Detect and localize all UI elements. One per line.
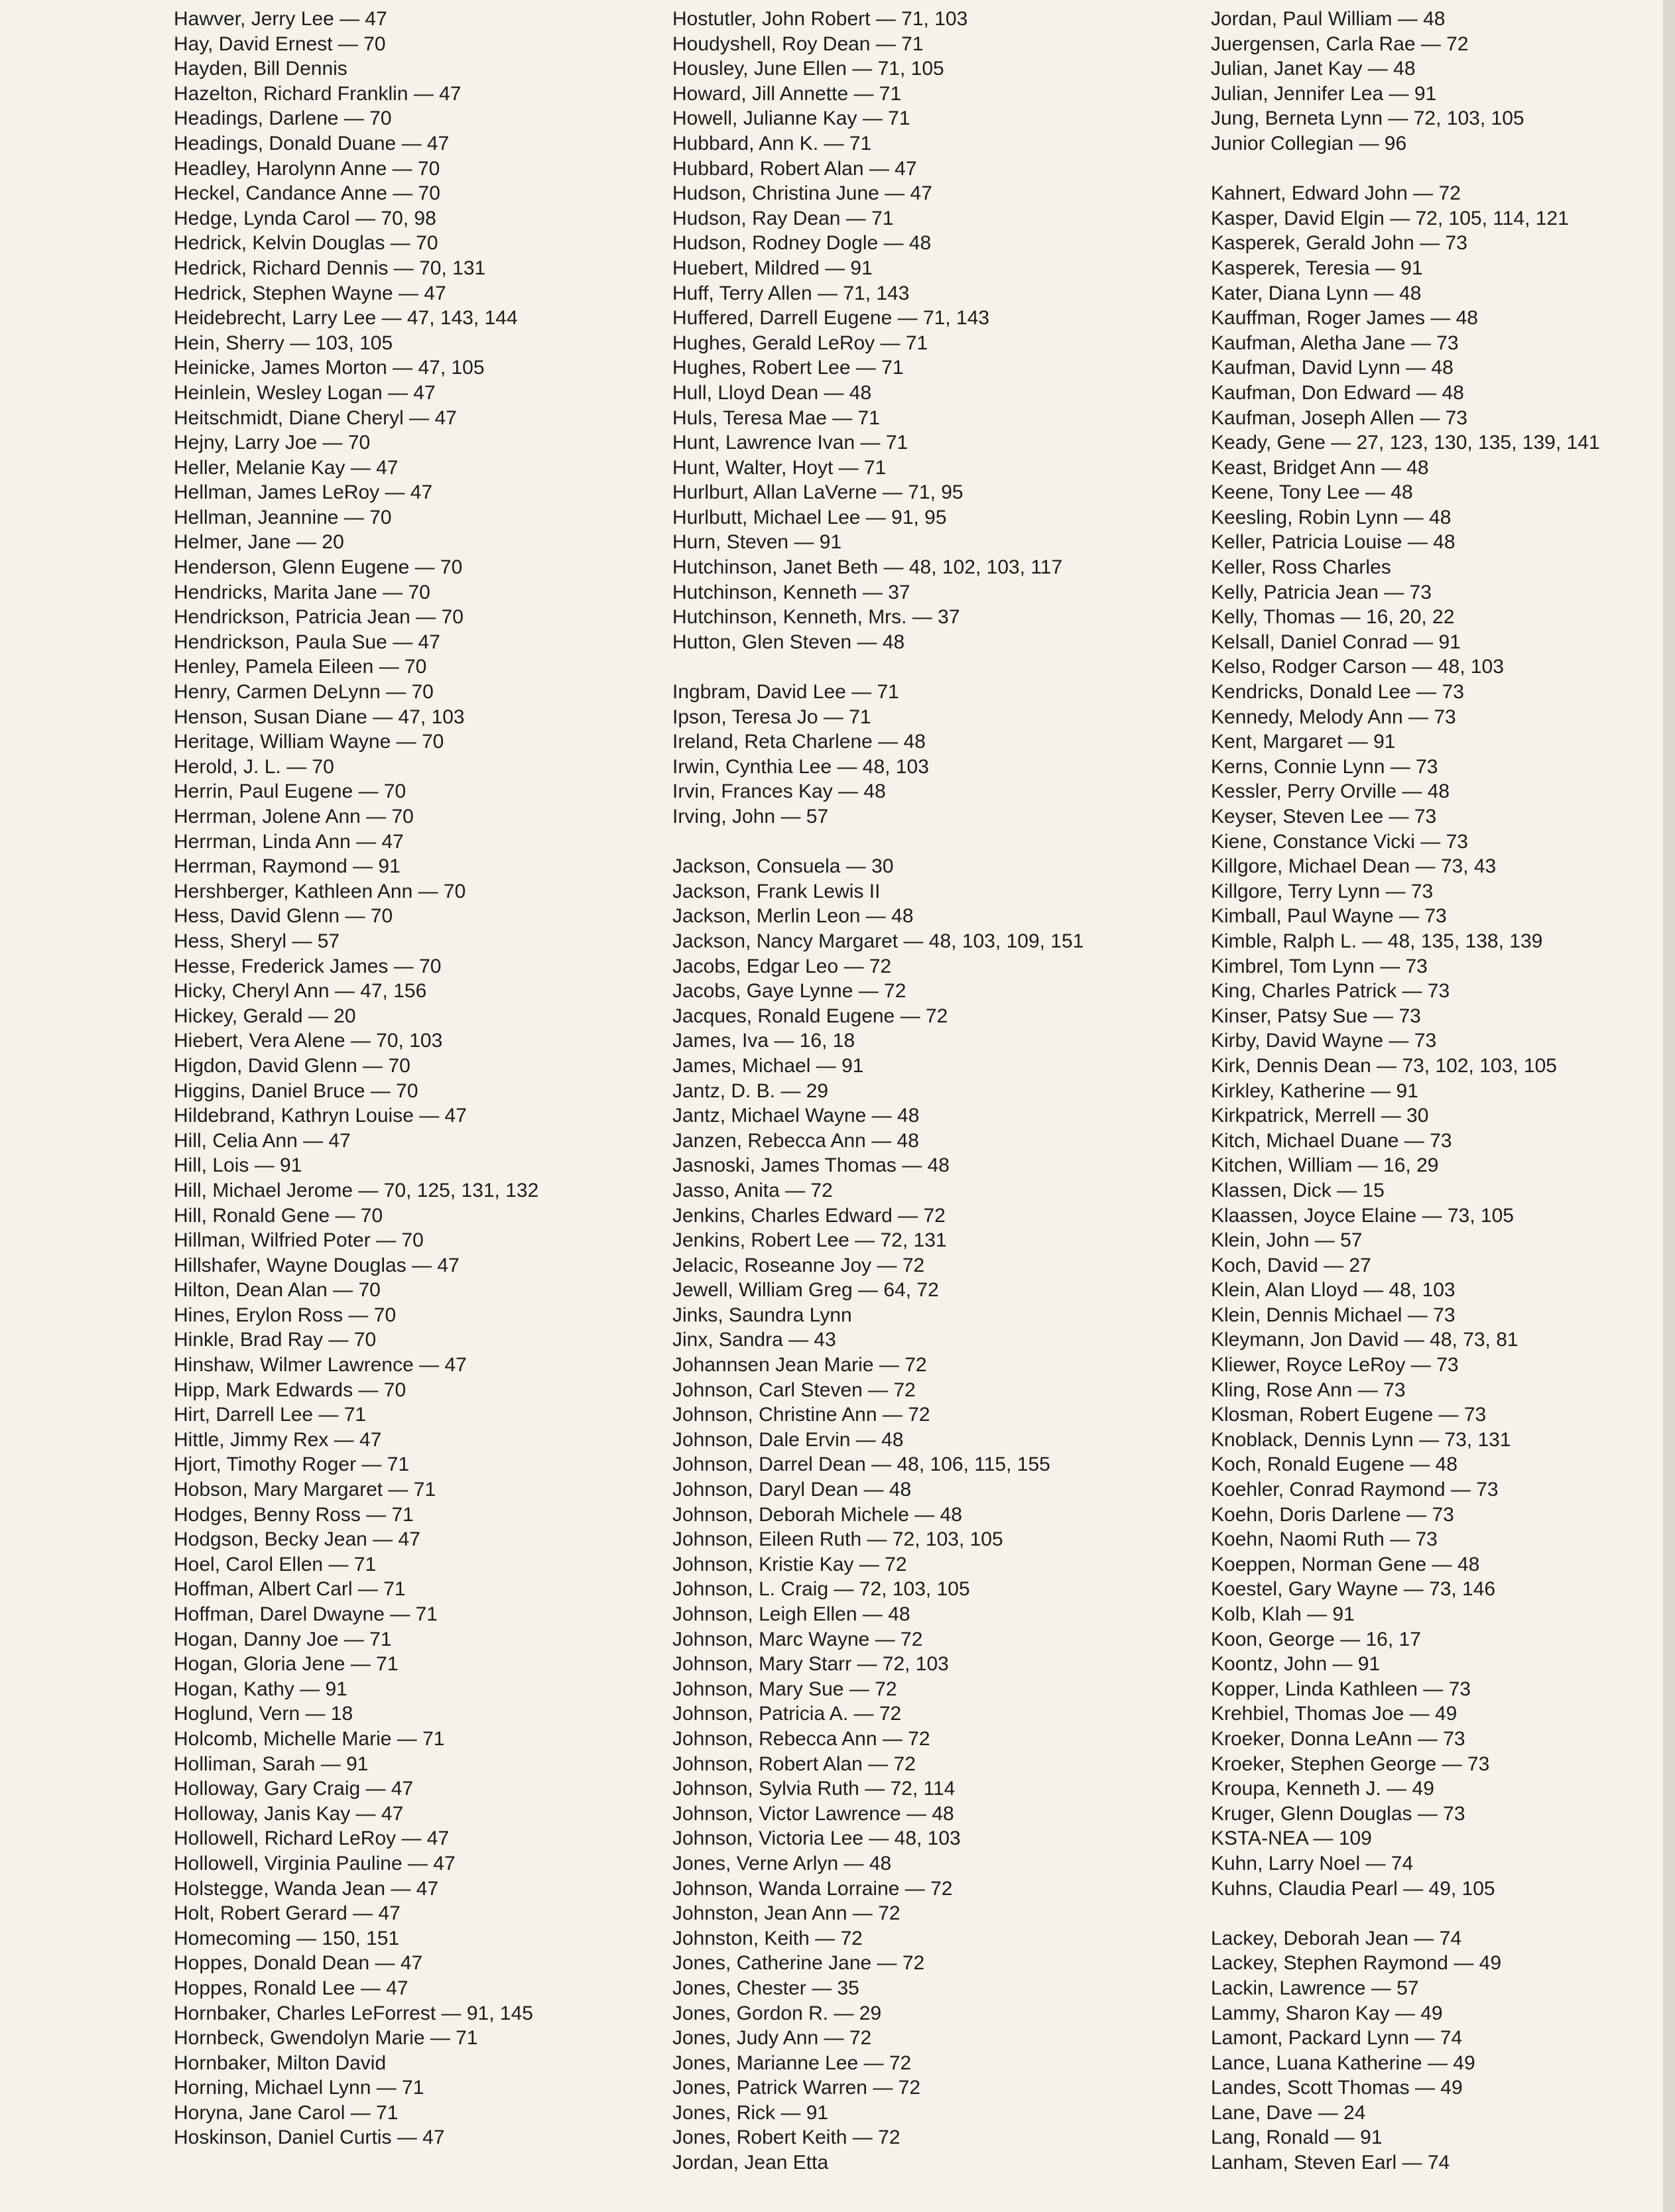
index-entry: Johnson, Robert Alan — 72 <box>672 1752 916 1775</box>
index-entry: Jordan, Paul William — 48 <box>1211 8 1446 30</box>
index-entry: Heitschmidt, Diane Cheryl — 47 <box>174 406 457 429</box>
index-entry: Hornbaker, Milton David <box>174 2052 387 2074</box>
index-entry: Jackson, Consuela — 30 <box>672 855 894 878</box>
index-entry: Jantz, Michael Wayne — 48 <box>672 1105 920 1127</box>
index-entry: Kroeker, Stephen George — 73 <box>1211 1752 1490 1775</box>
index-entry: Jinx, Sandra — 43 <box>672 1329 836 1351</box>
index-entry: James, Michael — 91 <box>672 1054 864 1077</box>
index-entry: Johnston, Keith — 72 <box>672 1927 863 1949</box>
index-entry: Hogan, Gloria Jene — 71 <box>174 1653 399 1676</box>
index-entry: Kater, Diana Lynn — 48 <box>1211 282 1422 304</box>
index-entry: Johnson, Patricia A. — 72 <box>672 1703 902 1725</box>
index-entry: Hogan, Kathy — 91 <box>174 1678 347 1700</box>
index-entry: Housley, June Ellen — 71, 105 <box>672 58 944 80</box>
index-entry: Kahnert, Edward John — 72 <box>1211 182 1461 205</box>
index-entry: Holcomb, Michelle Marie — 71 <box>174 1727 445 1750</box>
index-entry: Johnson, Christine Ann — 72 <box>672 1404 930 1426</box>
index-entry: Hildebrand, Kathryn Louise — 47 <box>174 1105 467 1127</box>
index-entry: Kinser, Patsy Sue — 73 <box>1211 1005 1421 1027</box>
index-entry: King, Charles Patrick — 73 <box>1211 980 1450 1003</box>
index-entry: Kliewer, Royce LeRoy — 73 <box>1211 1354 1459 1377</box>
index-entry: Howard, Jill Annette — 71 <box>672 82 902 105</box>
index-entry: Hejny, Larry Joe — 70 <box>174 432 371 454</box>
index-entry: Kauffman, Roger James — 48 <box>1211 307 1478 330</box>
index-spacer <box>1211 1901 1663 1926</box>
index-entry: Ireland, Reta Charlene — 48 <box>672 731 926 753</box>
index-entry: Howell, Julianne Kay — 71 <box>672 107 910 130</box>
index-entry: Lang, Ronald — 91 <box>1211 2126 1383 2149</box>
index-entry: Houdyshell, Roy Dean — 71 <box>672 32 924 55</box>
index-entry: Hughes, Gerald LeRoy — 71 <box>672 332 928 354</box>
index-entry: Kuhn, Larry Noel — 74 <box>1211 1852 1414 1874</box>
index-entry: Hendricks, Marita Jane — 70 <box>174 581 430 603</box>
index-entry: Heinicke, James Morton — 47, 105 <box>174 357 485 379</box>
index-entry: Kroeker, Donna LeAnn — 73 <box>1211 1727 1465 1750</box>
index-entry: Jacobs, Gaye Lynne — 72 <box>672 980 906 1003</box>
index-entry: Koestel, Gary Wayne — 73, 146 <box>1211 1578 1496 1601</box>
index-entry: Lackin, Lawrence — 57 <box>1211 1977 1419 1999</box>
index-entry: Kimball, Paul Wayne — 73 <box>1211 905 1447 928</box>
index-entry: Heller, Melanie Kay — 47 <box>174 456 399 479</box>
index-entry: Johnson, Mary Sue — 72 <box>672 1678 897 1700</box>
index-entry: Hedge, Lynda Carol — 70, 98 <box>174 207 436 229</box>
index-entry: Lackey, Stephen Raymond — 49 <box>1211 1952 1502 1975</box>
index-entry: Jones, Gordon R. — 29 <box>672 2002 882 2024</box>
index-entry: Hostutler, John Robert — 71, 103 <box>672 8 968 30</box>
index-entry: Heckel, Candance Anne — 70 <box>174 182 440 205</box>
index-entry: Jones, Verne Arlyn — 48 <box>672 1852 892 1874</box>
index-entry: Hill, Michael Jerome — 70, 125, 131, 132 <box>174 1179 539 1201</box>
index-entry: Keller, Patricia Louise — 48 <box>1211 531 1456 554</box>
index-entry: Hudson, Christina June — 47 <box>672 182 932 205</box>
index-entry: Hubbard, Robert Alan — 47 <box>672 157 917 180</box>
index-entry: Julian, Janet Kay — 48 <box>1211 58 1416 80</box>
index-entry: Hill, Ronald Gene — 70 <box>174 1204 383 1227</box>
index-entry: Hesse, Frederick James — 70 <box>174 955 442 977</box>
index-entry: Hellman, James LeRoy — 47 <box>174 481 433 504</box>
index-entry: Koch, David — 27 <box>1211 1254 1371 1276</box>
index-entry: Koeppen, Norman Gene — 48 <box>1211 1553 1480 1575</box>
index-entry: Johnson, Leigh Ellen — 48 <box>672 1603 910 1625</box>
index-entry: Kimbrel, Tom Lynn — 73 <box>1211 955 1428 977</box>
index-entry: Hirt, Darrell Lee — 71 <box>174 1404 367 1426</box>
index-entry: Hogan, Danny Joe — 71 <box>174 1628 392 1650</box>
index-entry: Klein, Alan Lloyd — 48, 103 <box>1211 1279 1456 1302</box>
index-entry: Jones, Robert Keith — 72 <box>672 2126 900 2149</box>
index-entry: Irving, John — 57 <box>672 806 829 828</box>
index-entry: Hubbard, Ann K. — 71 <box>672 132 872 154</box>
index-entry: Holloway, Gary Craig — 47 <box>174 1778 414 1800</box>
page-edge-shadow <box>1663 0 1675 2212</box>
index-entry: Hoppes, Ronald Lee — 47 <box>174 1977 408 1999</box>
index-entry: Huls, Teresa Mae — 71 <box>672 406 880 429</box>
index-entry: Hinkle, Brad Ray — 70 <box>174 1329 377 1351</box>
index-entry: Hayden, Bill Dennis <box>174 58 347 80</box>
index-entry: Jewell, William Greg — 64, 72 <box>672 1279 939 1302</box>
index-entry: Hess, David Glenn — 70 <box>174 905 393 928</box>
index-entry: Hedrick, Kelvin Douglas — 70 <box>174 232 438 255</box>
index-entry: Hickey, Gerald — 20 <box>174 1005 356 1027</box>
index-entry: Johnson, Kristie Kay — 72 <box>672 1553 907 1575</box>
index-entry: Kopper, Linda Kathleen — 73 <box>1211 1678 1471 1700</box>
index-entry: Lammy, Sharon Kay — 49 <box>1211 2002 1443 2024</box>
index-entry: Headings, Darlene — 70 <box>174 107 392 130</box>
index-entry: Keast, Bridget Ann — 48 <box>1211 456 1429 479</box>
index-entry: Kitchen, William — 16, 29 <box>1211 1154 1439 1177</box>
index-entry: Ipson, Teresa Jo — 71 <box>672 706 871 728</box>
index-entry: Hughes, Robert Lee — 71 <box>672 357 904 379</box>
index-entry: Jackson, Nancy Margaret — 48, 103, 109, 151 <box>672 930 1084 952</box>
index-entry: Holloway, Janis Kay — 47 <box>174 1802 404 1825</box>
index-entry: Johnson, Daryl Dean — 48 <box>672 1479 912 1501</box>
index-entry: Holstegge, Wanda Jean — 47 <box>174 1877 439 1900</box>
index-entry: Kroupa, Kenneth J. — 49 <box>1211 1778 1434 1800</box>
index-entry: Herrman, Raymond — 91 <box>174 855 401 878</box>
index-entry: Hittle, Jimmy Rex — 47 <box>174 1428 382 1451</box>
index-entry: Hutchinson, Kenneth — 37 <box>672 581 910 603</box>
index-entry: Herrman, Jolene Ann — 70 <box>174 806 414 828</box>
index-entry: Johnson, Carl Steven — 72 <box>672 1379 916 1401</box>
index-entry: Lackey, Deborah Jean — 74 <box>1211 1927 1462 1949</box>
index-entry: Jenkins, Charles Edward — 72 <box>672 1204 946 1227</box>
index-entry: Hobson, Mary Margaret — 71 <box>174 1479 436 1501</box>
index-entry: Landes, Scott Thomas — 49 <box>1211 2077 1463 2099</box>
index-entry: Koon, George — 16, 17 <box>1211 1628 1421 1650</box>
index-entry: Hoffman, Darel Dwayne — 71 <box>174 1603 438 1625</box>
index-entry: Hurn, Steven — 91 <box>672 531 842 554</box>
index-entry: Jacques, Ronald Eugene — 72 <box>672 1005 948 1027</box>
index-entry: Kelly, Thomas — 16, 20, 22 <box>1211 606 1455 629</box>
index-entry: Klassen, Dick — 15 <box>1211 1179 1385 1201</box>
index-entry: Hurlburt, Allan LaVerne — 71, 95 <box>672 481 963 504</box>
index-entry: Hill, Celia Ann — 47 <box>174 1129 351 1152</box>
index-entry: Hinshaw, Wilmer Lawrence — 47 <box>174 1354 467 1377</box>
index-entry: Keesling, Robin Lynn — 48 <box>1211 506 1452 528</box>
index-column-2 <box>672 7 1176 2176</box>
index-entry: Jenkins, Robert Lee — 72, 131 <box>672 1229 947 1252</box>
index-entry: Kling, Rose Ann — 73 <box>1211 1379 1406 1401</box>
index-entry: Johnson, Victoria Lee — 48, 103 <box>672 1827 961 1850</box>
index-entry: Hazelton, Richard Franklin — 47 <box>174 82 462 105</box>
index-entry: Knoblack, Dennis Lynn — 73, 131 <box>1211 1428 1511 1451</box>
index-column-3 <box>1211 7 1663 2176</box>
index-entry: Janzen, Rebecca Ann — 48 <box>672 1129 919 1152</box>
index-spacer <box>1211 156 1663 182</box>
index-entry: Hudson, Rodney Dogle — 48 <box>672 232 932 255</box>
index-entry: Krehbiel, Thomas Joe — 49 <box>1211 1703 1458 1725</box>
index-entry: Henley, Pamela Eileen — 70 <box>174 656 427 678</box>
index-entry: Jasnoski, James Thomas — 48 <box>672 1154 950 1177</box>
index-entry: Kirby, David Wayne — 73 <box>1211 1030 1437 1052</box>
index-entry: Hess, Sheryl — 57 <box>174 930 340 952</box>
index-entry: Johnson, Wanda Lorraine — 72 <box>672 1877 953 1900</box>
index-entry: Kaufman, Aletha Jane — 73 <box>1211 332 1459 354</box>
index-entry: Hoskinson, Daniel Curtis — 47 <box>174 2126 445 2149</box>
index-entry: Kelly, Patricia Jean — 73 <box>1211 581 1432 603</box>
index-entry: Huffered, Darrell Eugene — 71, 143 <box>672 307 990 330</box>
index-entry: Lane, Dave — 24 <box>1211 2101 1366 2124</box>
index-entry: Hershberger, Kathleen Ann — 70 <box>174 880 466 902</box>
index-entry: Heritage, William Wayne — 70 <box>174 731 444 753</box>
index-entry: Johannsen Jean Marie — 72 <box>672 1354 927 1377</box>
index-entry: Jones, Rick — 91 <box>672 2101 829 2124</box>
index-entry: Kirkley, Katherine — 91 <box>1211 1079 1418 1102</box>
index-entry: Kitch, Michael Duane — 73 <box>1211 1129 1452 1152</box>
index-spacer <box>672 830 1176 855</box>
index-entry: Jasso, Anita — 72 <box>672 1179 833 1201</box>
index-entry: Kimble, Ralph L. — 48, 135, 138, 139 <box>1211 930 1543 952</box>
index-entry: Jackson, Frank Lewis II <box>672 880 881 902</box>
index-entry: Kaufman, David Lynn — 48 <box>1211 357 1454 379</box>
index-entry: KSTA-NEA — 109 <box>1211 1827 1372 1850</box>
index-entry: Hunt, Walter, Hoyt — 71 <box>672 456 887 479</box>
index-entry: Kent, Margaret — 91 <box>1211 731 1396 753</box>
index-entry: Irvin, Frances Kay — 48 <box>672 780 886 803</box>
index-entry: Hoffman, Albert Carl — 71 <box>174 1578 406 1601</box>
index-entry: Headings, Donald Duane — 47 <box>174 132 450 154</box>
index-entry: Heidebrecht, Larry Lee — 47, 143, 144 <box>174 307 518 330</box>
index-entry: Huebert, Mildred — 91 <box>672 257 873 279</box>
index-entry: Hendrickson, Paula Sue — 47 <box>174 631 440 653</box>
index-entry: Hillman, Wilfried Poter — 70 <box>174 1229 424 1252</box>
index-entry: Higdon, David Glenn — 70 <box>174 1054 410 1077</box>
index-entry: Hipp, Mark Edwards — 70 <box>174 1379 406 1401</box>
index-entry: Hornbaker, Charles LeForrest — 91, 145 <box>174 2002 533 2024</box>
index-entry: Horning, Michael Lynn — 71 <box>174 2077 424 2099</box>
index-entry: Hiebert, Vera Alene — 70, 103 <box>174 1030 443 1052</box>
index-entry: Kasperek, Gerald John — 73 <box>1211 232 1467 255</box>
index-entry: Jantz, D. B. — 29 <box>672 1079 829 1102</box>
index-entry: Klein, John — 57 <box>1211 1229 1363 1252</box>
index-entry: Hutchinson, Kenneth, Mrs. — 37 <box>672 606 960 629</box>
index-entry: Kasper, David Elgin — 72, 105, 114, 121 <box>1211 207 1569 229</box>
index-entry: Hoel, Carol Ellen — 71 <box>174 1553 377 1575</box>
index-entry: Killgore, Michael Dean — 73, 43 <box>1211 855 1497 878</box>
index-entry: Killgore, Terry Lynn — 73 <box>1211 880 1434 902</box>
index-entry: Hjort, Timothy Roger — 71 <box>174 1453 410 1476</box>
index-entry: Kuhns, Claudia Pearl — 49, 105 <box>1211 1877 1495 1900</box>
index-entry: Kruger, Glenn Douglas — 73 <box>1211 1802 1465 1825</box>
index-entry: Jacobs, Edgar Leo — 72 <box>672 955 892 977</box>
index-entry: Jones, Marianne Lee — 72 <box>672 2052 912 2074</box>
index-entry: Herold, J. L. — 70 <box>174 755 334 778</box>
index-entry: Hudson, Ray Dean — 71 <box>672 207 894 229</box>
index-entry: Kolb, Klah — 91 <box>1211 1603 1355 1625</box>
index-entry: Hillshafer, Wayne Douglas — 47 <box>174 1254 460 1276</box>
index-entry: Headley, Harolynn Anne — 70 <box>174 157 440 180</box>
index-entry: Jones, Chester — 35 <box>672 1977 859 1999</box>
index-entry: Jelacic, Roseanne Joy — 72 <box>672 1254 925 1276</box>
index-entry: Johnson, Eileen Ruth — 72, 103, 105 <box>672 1528 1003 1551</box>
index-entry: Kendricks, Donald Lee — 73 <box>1211 681 1464 704</box>
index-entry: Kaufman, Don Edward — 48 <box>1211 381 1464 404</box>
index-entry: Koehn, Naomi Ruth — 73 <box>1211 1528 1438 1551</box>
index-entry: James, Iva — 16, 18 <box>672 1030 855 1052</box>
index-entry: Keller, Ross Charles <box>1211 556 1391 579</box>
index-entry: Hurlbutt, Michael Lee — 91, 95 <box>672 506 947 528</box>
index-entry: Hollowell, Richard LeRoy — 47 <box>174 1827 450 1850</box>
index-entry: Irwin, Cynthia Lee — 48, 103 <box>672 755 929 778</box>
index-entry: Hilton, Dean Alan — 70 <box>174 1279 381 1302</box>
index-entry: Hellman, Jeannine — 70 <box>174 506 392 528</box>
index-entry: Klaassen, Joyce Elaine — 73, 105 <box>1211 1204 1514 1227</box>
index-entry: Hutchinson, Janet Beth — 48, 102, 103, 117 <box>672 556 1063 579</box>
index-entry: Keene, Tony Lee — 48 <box>1211 481 1413 504</box>
index-entry: Keady, Gene — 27, 123, 130, 135, 139, 141 <box>1211 432 1600 454</box>
index-entry: Hull, Lloyd Dean — 48 <box>672 381 872 404</box>
index-entry: Henderson, Glenn Eugene — 70 <box>174 556 463 579</box>
index-spacer <box>672 654 1176 680</box>
index-entry: Huff, Terry Allen — 71, 143 <box>672 282 910 304</box>
index-entry: Hedrick, Stephen Wayne — 47 <box>174 282 446 304</box>
index-entry: Hunt, Lawrence Ivan — 71 <box>672 432 908 454</box>
index-entry: Helmer, Jane — 20 <box>174 531 344 554</box>
index-entry: Henry, Carmen DeLynn — 70 <box>174 681 434 704</box>
index-entry: Jung, Berneta Lynn — 72, 103, 105 <box>1211 107 1524 130</box>
index-entry: Jones, Catherine Jane — 72 <box>672 1952 925 1975</box>
index-entry: Keyser, Steven Lee — 73 <box>1211 806 1437 828</box>
index-entry: Hay, David Ernest — 70 <box>174 32 386 55</box>
index-entry: Homecoming — 150, 151 <box>174 1927 400 1949</box>
index-entry: Koontz, John — 91 <box>1211 1653 1381 1676</box>
index-entry: Johnson, L. Craig — 72, 103, 105 <box>672 1578 970 1601</box>
index-entry: Jones, Patrick Warren — 72 <box>672 2077 921 2099</box>
index-entry: Holt, Robert Gerard — 47 <box>174 1902 401 1925</box>
index-entry: Jones, Judy Ann — 72 <box>672 2027 872 2050</box>
index-entry: Higgins, Daniel Bruce — 70 <box>174 1079 418 1102</box>
index-entry: Kasperek, Teresia — 91 <box>1211 257 1423 279</box>
index-entry: Hein, Sherry — 103, 105 <box>174 332 393 354</box>
index-entry: Horyna, Jane Carol — 71 <box>174 2101 399 2124</box>
index-entry: Kiene, Constance Vicki — 73 <box>1211 830 1468 853</box>
index-entry: Johnson, Rebecca Ann — 72 <box>672 1727 930 1750</box>
index-entry: Johnson, Deborah Michele — 48 <box>672 1503 962 1526</box>
index-entry: Hutton, Glen Steven — 48 <box>672 631 905 653</box>
index-entry: Jinks, Saundra Lynn <box>672 1304 852 1326</box>
index-entry: Koch, Ronald Eugene — 48 <box>1211 1453 1458 1476</box>
index-entry: Koehler, Conrad Raymond — 73 <box>1211 1479 1499 1501</box>
index-entry: Holliman, Sarah — 91 <box>174 1752 369 1775</box>
index-entry: Ingbram, David Lee — 71 <box>672 681 899 704</box>
index-entry: Hoppes, Donald Dean — 47 <box>174 1952 423 1975</box>
index-entry: Johnson, Mary Starr — 72, 103 <box>672 1653 949 1676</box>
index-entry: Kelsall, Daniel Conrad — 91 <box>1211 631 1461 653</box>
index-entry: Kessler, Perry Orville — 48 <box>1211 780 1450 803</box>
index-entry: Kennedy, Melody Ann — 73 <box>1211 706 1456 728</box>
index-entry: Hollowell, Virginia Pauline — 47 <box>174 1852 456 1874</box>
index-entry: Hornbeck, Gwendolyn Marie — 71 <box>174 2027 478 2050</box>
index-entry: Johnson, Victor Lawrence — 48 <box>672 1802 954 1825</box>
index-entry: Hodges, Benny Ross — 71 <box>174 1503 414 1526</box>
index-entry: Hines, Erylon Ross — 70 <box>174 1304 397 1326</box>
index-entry: Kleymann, Jon David — 48, 73, 81 <box>1211 1329 1519 1351</box>
index-entry: Julian, Jennifer Lea — 91 <box>1211 82 1437 105</box>
index-entry: Hoglund, Vern — 18 <box>174 1703 353 1725</box>
index-entry: Herrman, Linda Ann — 47 <box>174 830 404 853</box>
index-entry: Junior Collegian — 96 <box>1211 132 1407 154</box>
index-entry: Klein, Dennis Michael — 73 <box>1211 1304 1456 1326</box>
index-entry: Kirkpatrick, Merrell — 30 <box>1211 1105 1429 1127</box>
index-entry: Kerns, Connie Lynn — 73 <box>1211 755 1438 778</box>
index-entry: Johnson, Sylvia Ruth — 72, 114 <box>672 1778 956 1800</box>
index-entry: Heinlein, Wesley Logan — 47 <box>174 381 436 404</box>
index-entry: Kelso, Rodger Carson — 48, 103 <box>1211 656 1504 678</box>
index-entry: Johnson, Darrel Dean — 48, 106, 115, 155 <box>672 1453 1050 1476</box>
index-entry: Koehn, Doris Darlene — 73 <box>1211 1503 1454 1526</box>
index-entry: Johnson, Dale Ervin — 48 <box>672 1428 904 1451</box>
index-entry: Hicky, Cheryl Ann — 47, 156 <box>174 980 427 1003</box>
index-entry: Hill, Lois — 91 <box>174 1154 302 1177</box>
index-entry: Hodgson, Becky Jean — 47 <box>174 1528 420 1551</box>
index-entry: Johnson, Marc Wayne — 72 <box>672 1628 923 1650</box>
index-entry: Hendrickson, Patricia Jean — 70 <box>174 606 464 629</box>
index-entry: Hedrick, Richard Dennis — 70, 131 <box>174 257 486 279</box>
index-column-1 <box>174 7 638 2150</box>
index-entry: Jordan, Jean Etta <box>672 2152 829 2174</box>
index-entry: Kaufman, Joseph Allen — 73 <box>1211 406 1467 429</box>
index-entry: Kirk, Dennis Dean — 73, 102, 103, 105 <box>1211 1054 1557 1077</box>
index-entry: Lanham, Steven Earl — 74 <box>1211 2152 1450 2174</box>
index-entry: Herrin, Paul Eugene — 70 <box>174 780 406 803</box>
index-entry: Hawver, Jerry Lee — 47 <box>174 8 387 30</box>
index-entry: Lamont, Packard Lynn — 74 <box>1211 2027 1463 2050</box>
index-entry: Henson, Susan Diane — 47, 103 <box>174 706 465 728</box>
index-entry: Juergensen, Carla Rae — 72 <box>1211 32 1469 55</box>
index-entry: Lance, Luana Katherine — 49 <box>1211 2052 1475 2074</box>
index-entry: Johnston, Jean Ann — 72 <box>672 1902 900 1925</box>
index-entry: Jackson, Merlin Leon — 48 <box>672 905 914 928</box>
index-entry: Klosman, Robert Eugene — 73 <box>1211 1404 1487 1426</box>
